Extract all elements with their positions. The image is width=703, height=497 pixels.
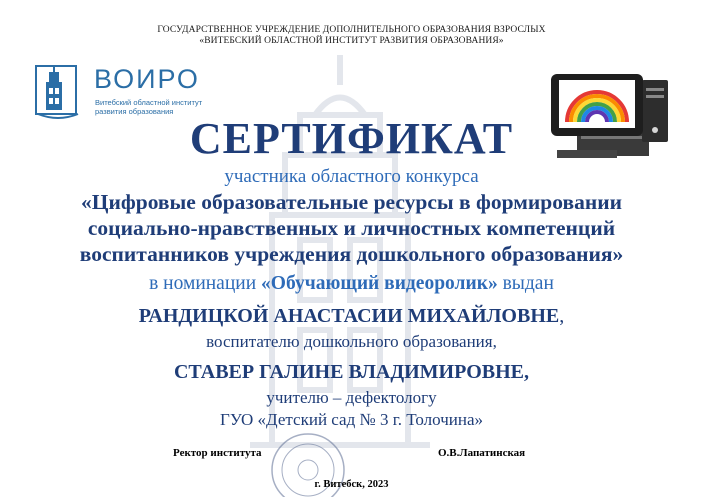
recipient-1-name: РАНДИЦКОЙ АНАСТАСИИ МИХАЙЛОВНЕ [138, 305, 560, 327]
contest-line-1: «Цифровые образовательные ресурсы в формировании [81, 190, 622, 214]
nomination-name: «Обучающий видеоролик» [261, 273, 498, 294]
logo-subtitle: Витебский областной институт развития образования [95, 98, 203, 116]
recipient-2 [0, 361, 703, 384]
contest-line-3: воспитанников учреждения дошкольного образования» [79, 242, 624, 266]
recipient-1 [0, 305, 703, 328]
recipient-2-punct: , [524, 361, 530, 383]
nomination-prefix: в номинации [149, 273, 262, 294]
certificate-subtitle: участника областного конкурса [224, 166, 479, 187]
recipient-2-role: учителю – дефектологу [266, 388, 437, 407]
nomination-suffix: выдан [497, 273, 554, 294]
recipient-1-role: воспитателю дошкольного образования, [206, 332, 497, 351]
recipient-1-punct: , [559, 305, 565, 327]
nomination-line [0, 273, 703, 295]
recipient-2-name: СТАВЕР ГАЛИНЕ ВЛАДИМИРОВНЕ [173, 361, 525, 383]
city-year: г. Витебск, 2023 [314, 479, 389, 490]
certificate-title: СЕРТИФИКАТ [189, 114, 514, 163]
rector-position: Ректор института [173, 447, 262, 459]
institution: ГУО «Детский сад № 3 г. Толочина» [220, 410, 483, 429]
contest-line-2: социально-нравственных и личностных компетенций [87, 216, 616, 240]
org-name-line2: «ВИТЕБСКИЙ ОБЛАСТНОЙ ИНСТИТУТ РАЗВИТИЯ ОБРАЗОВАНИЯ» [199, 36, 504, 46]
logo-name: ВОИРО [94, 64, 200, 94]
org-name-line1: ГОСУДАРСТВЕННОЕ УЧРЕЖДЕНИЕ ДОПОЛНИТЕЛЬНОГО ОБРАЗОВАНИЯ ВЗРОСЛЫХ [157, 25, 546, 35]
rector-name: О.В.Лапатинская [438, 447, 526, 459]
